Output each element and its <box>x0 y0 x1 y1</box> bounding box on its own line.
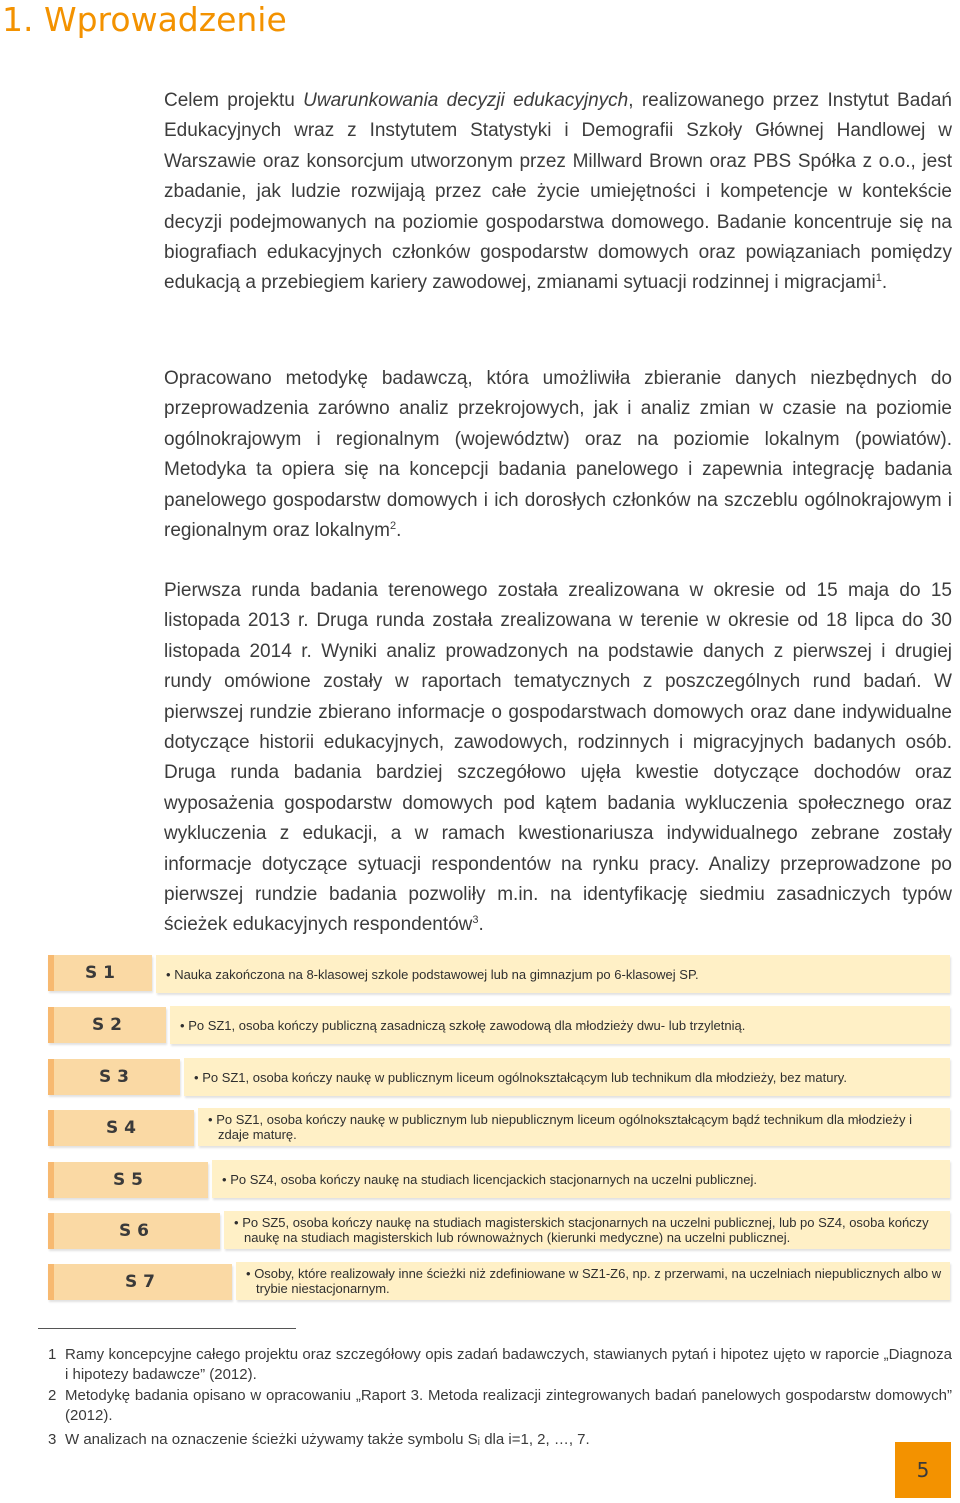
paragraph-intro: Celem projektu Uwarunkowania decyzji edukacyjnych, realizowanego przez Instytut Badań Edukacyjnych wraz z Instytutem Statystyki i Demografii Szkoły Głównej Handlowej w Warszawie oraz konsorcjum utworzonym przez Millward Brown oraz PBS Spółka z o.o., jest zbadanie, jak ludzie rozwijają przez całe życie umiejętności i kompetencje w kontekście decyzji podejmowanych na poziomie gospodarstwa domowego. Badanie koncentruje się na biografiach edukacyjnych członków gospodarstw domowych oraz powiązaniach pomiędzy edukacją a przebiegiem kariery zawodowej, zmianami sytuacji rodzinnej i migracjami$^1$. <box>164 90 952 294</box>
footnote-ref-3[interactable]: 3 <box>472 914 479 927</box>
path-desc-s4: • Po SZ1, osoba kończy naukę w publicznym lub niepublicznym liceum ogólnokształcącym bądź technikum dla młodzieży i zdaje maturę. <box>198 1108 950 1146</box>
path-label-s2: S 2 <box>48 1007 166 1043</box>
path-label-s5: S 5 <box>48 1162 208 1198</box>
footnote-ref-2[interactable]: 2 <box>390 520 397 533</box>
path-label-s4: S 4 <box>48 1110 194 1146</box>
path-desc-s3: • Po SZ1, osoba kończy naukę w publicznym liceum ogólnokształcącym lub technikum dla młodzieży, bez matury. <box>184 1058 950 1096</box>
footnote-ref-1[interactable]: 1 <box>875 272 882 285</box>
path-desc-s7: • Osoby, które realizowały inne ścieżki niż zdefiniowane w SZ1-Z6, np. z przerwami, na uczelniach niepublicznych albo w trybie niestacjonarnym. <box>236 1262 950 1300</box>
path-desc-s6: • Po SZ5, osoba kończy naukę na studiach magisterskich stacjonarnych na uczelni publicznej, lub po SZ4, osoba kończy naukę na studiach magisterskich lub równoważnych (kierunki medyczne) na uczelni publicznej. <box>224 1211 950 1249</box>
path-label-s7: S 7 <box>48 1264 232 1300</box>
footnote-2: 2 Metodykę badania opisano w opracowaniu „Raport 3. Metoda realizacji zintegrowanych badań panelowych gospodarstw domowych” (2012). <box>48 1387 952 1424</box>
path-desc-s2: • Po SZ1, osoba kończy publiczną zasadniczą szkołę zawodową dla młodzieży dwu- lub trzyletnią. <box>170 1006 950 1044</box>
path-label-s3: S 3 <box>48 1059 180 1095</box>
path-desc-s1: • Nauka zakończona na 8-klasowej szkole podstawowej lub na gimnazjum po 6-klasowej SP. <box>156 955 950 993</box>
path-desc-s5: • Po SZ4, osoba kończy naukę na studiach licencjackich stacjonarnych na uczelni publicznej. <box>212 1160 950 1198</box>
footnote-1: 1 Ramy koncepcyjne całego projektu oraz szczegółowy opis zadań badawczych, stawianych pytań i hipotez ujęto w raporcie „Diagnoza i hipotezy badawcze” (2012). <box>48 1346 952 1383</box>
footnote-divider <box>38 1328 296 1329</box>
path-label-s1: S 1 <box>48 955 152 991</box>
paragraph-rounds: Pierwsza runda badania terenowego została zrealizowana w okresie od 15 maja do 15 listopada 2013 r. Druga runda została zrealizowana w terenie w okresie od 18 lipca do 30 listopada 2014 r. Wyniki analiz prowadzonych na podstawie danych z pierwszej i drugiej rundy omówione zostały w raportach tematycznych z poszczególnych rund badań. W pierwszej rundzie zbierano informacje o gospodarstwach domowych oraz dane indywidualne dotyczące historii edukacyjnych, zawodowych, rodzinnych i migracyjnych badanych osób. Druga runda badania bardziej szczegółowo ujęła kwestie dotyczące dochodów oraz wyposażenia gospodarstw domowych pod kątem badania wykluczenia społecznego oraz wykluczenia z edukacji, a w ramach kwestionariusza indywidualnego zebrane zostały informacje dotyczące sytuacji respondentów na rynku pracy. Analizy przeprowadzone po pierwszej rundzie badania pozwoliły m.in. na identyfikację siedmiu zasadniczych typów ścieżek edukacyjnych respondentów$^3$. <box>164 580 952 936</box>
path-label-s6: S 6 <box>48 1213 220 1249</box>
paragraph-methodology: Opracowano metodykę badawczą, która umożliwiła zbieranie danych niezbędnych do przeprowadzenia zarówno analiz przekrojowych, jak i analiz zmian w czasie na poziomie ogólnokrajowym i regionalnym (województw) oraz na poziomie lokalnym (powiatów). Metodyka ta opiera się na koncepcji badania panelowego i zapewnia integrację badania panelowego gospodarstw domowych i ich dorosłych członków na szczeblu ogólnokrajowym i regionalnym oraz lokalnym$^2$. <box>164 368 952 542</box>
page-number: 5 <box>895 1442 951 1498</box>
page-title: 1. Wprowadzenie <box>2 0 287 39</box>
footnote-3: 3 W analizach na oznaczenie ścieżki używamy także symbolu Sᵢ dla i=1, 2, …, 7. <box>48 1431 590 1448</box>
